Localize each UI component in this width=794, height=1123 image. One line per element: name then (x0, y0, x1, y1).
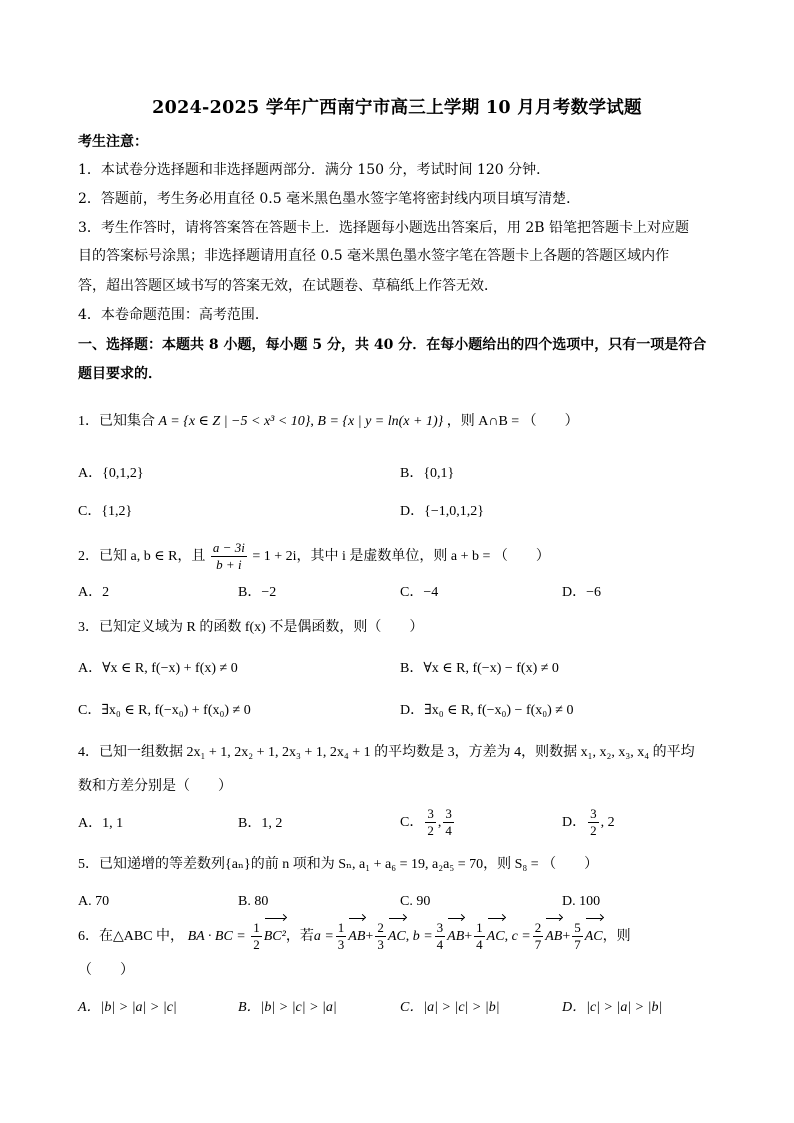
exam-title: 2024-2025 学年广西南宁市高三上学期 10 月月考数学试题 (152, 98, 642, 118)
question-2-option-d: D．−6 (562, 585, 602, 600)
question-2-option-b: B．−2 (238, 585, 277, 600)
question-6-option-c: C．|a| > |c| > |b| (400, 1000, 500, 1015)
frac-denominator: 3 (377, 937, 384, 953)
frac-numerator: 1 (476, 920, 483, 936)
frac-numerator: 3 (436, 920, 444, 936)
question-1-option-c: C．{1,2} (78, 504, 133, 519)
frac-numerator: 3 (427, 806, 434, 822)
question-6-mid: ，若 (285, 929, 314, 944)
question-6-paren: （ ） (78, 963, 134, 978)
frac-numerator: 2 (377, 920, 384, 936)
section-1-heading: 一、选择题：本题共 8 小题，每小题 5 分，共 40 分．在每小题给出的四个选项中，只有一项是符合 (78, 337, 707, 353)
notice-heading: 考生注意： (78, 134, 148, 150)
question-5-stem: 5．已知递增的等差数列{aₙ}的前 n 项和为 Sₙ, a₁ + a₆ = 19, a₂a₅ = 70，则 S₈ = （ ） (78, 857, 599, 872)
notice-item-4: 4．本卷命题范围：高考范围． (78, 307, 269, 323)
question-1-suffix: ，则 A∩B = （ ） (446, 414, 579, 429)
question-2-fraction (211, 540, 247, 573)
question-6-tail: ，则 (602, 929, 631, 944)
frac-denominator: 3 (337, 937, 345, 953)
notice-item-3: 3．考生作答时，请将答案答在答题卡上．选择题每小题选出答案后，用 2B 铅笔把答题卡上对应题 (78, 220, 690, 236)
question-4-option-c-label: C． (400, 815, 424, 830)
question-4-option-c-frac-2 (443, 806, 454, 839)
question-4-stem: 4．已知一组数据 2x₁ + 1, 2x₂ + 1, 2x₃ + 1, 2x₄ + 1 的平均数是 3，方差为 4，则数据 x₁, x₂, x₃, x₄ 的平均 (78, 745, 695, 760)
question-1-set-b: B = {x | y = ln(x + 1)} (317, 414, 444, 429)
notice-item-3-cont: 目的答案标号涂黑；非选择题请用直径 0.5 毫米黑色墨水签字笔在答题卡上各题的答题区域内作 (78, 248, 670, 264)
question-4-stem-cont: 数和方差分别是（ ） (78, 779, 232, 794)
question-2-option-a: A．2 (78, 585, 110, 600)
question-1-set-a: A = {x ∈ Z | −5 < x³ < 10} (158, 414, 311, 429)
notice-item-3-cont2: 答，超出答题区域书写的答案无效，在试题卷、草稿纸上作答无效． (78, 278, 498, 294)
notice-item-1: 1．本试卷分选择题和非选择题两部分．满分 150 分，考试时间 120 分钟． (78, 162, 551, 178)
frac-denominator: 2 (253, 937, 260, 953)
question-6-condition-frac (251, 920, 262, 953)
frac-denominator: 4 (445, 823, 452, 839)
frac-denominator: 2 (427, 823, 434, 839)
question-4-option-d-label: D． (562, 815, 587, 830)
question-5-option-a: A. 70 (78, 894, 110, 909)
question-4-option-d-frac (588, 806, 599, 839)
vector: AC (585, 920, 603, 954)
frac-numerator: 5 (574, 920, 581, 936)
question-6-c-expr: c = (511, 929, 531, 944)
vector: AB (545, 920, 562, 954)
frac-denominator: 4 (436, 937, 444, 953)
question-4-option-c (400, 806, 456, 840)
question-4-option-d (562, 806, 615, 840)
frac-numerator: 1 (253, 920, 260, 936)
frac-denominator: 7 (534, 937, 542, 953)
question-4-option-b: B．1, 2 (238, 816, 283, 831)
question-6-b-expr: b = (412, 929, 433, 944)
vector: AC (487, 920, 505, 954)
frac (375, 920, 386, 953)
notice-item-2: 2．答题前，考生务必用直径 0.5 毫米黑色墨水签字笔将密封线内项目填写清楚． (78, 191, 581, 207)
question-1-option-b: B．{0,1} (400, 466, 455, 481)
frac (572, 920, 583, 953)
frac (336, 920, 347, 953)
question-5-option-d: D. 100 (562, 894, 601, 909)
question-3-option-d: D．∃x₀ ∈ R, f(−x₀) − f(x₀) ≠ 0 (400, 703, 574, 718)
question-3-option-c: C．∃x₀ ∈ R, f(−x₀) + f(x₀) ≠ 0 (78, 703, 251, 718)
frac-numerator: 1 (337, 920, 345, 936)
question-5-option-b: B. 80 (238, 894, 269, 909)
section-1-heading-cont: 题目要求的． (78, 366, 162, 382)
question-6-option-d: D．|c| > |a| > |b| (562, 1000, 663, 1015)
question-6-prefix: 6．在△ABC 中， (78, 929, 185, 944)
frac-denominator: 7 (574, 937, 581, 953)
question-3-option-a: A．∀x ∈ R, f(−x) + f(x) ≠ 0 (78, 661, 238, 676)
frac-denominator: 2 (590, 823, 597, 839)
frac (474, 920, 485, 953)
frac (533, 920, 544, 953)
option-tail: , 2 (600, 815, 615, 830)
question-3-option-b: B．∀x ∈ R, f(−x) − f(x) ≠ 0 (400, 661, 559, 676)
question-2-prefix: 2．已知 a, b ∈ R，且 (78, 549, 206, 564)
frac-numerator: 3 (445, 806, 452, 822)
question-4-option-c-frac-1 (425, 806, 436, 839)
vector: AC (388, 920, 406, 954)
question-3-stem: 3．已知定义域为 R 的函数 f(x) 不是偶函数，则（ ） (78, 620, 424, 635)
frac (435, 920, 446, 953)
question-2-suffix: = 1 + 2i，其中 i 是虚数单位，则 a + b = （ ） (252, 549, 550, 564)
question-1-option-a: A．{0,1,2} (78, 466, 144, 481)
question-1-option-d: D．{−1,0,1,2} (400, 504, 484, 519)
question-2-fraction-numerator: a − 3i (212, 540, 245, 556)
vector: AB (348, 920, 365, 954)
question-6-option-a: A．|b| > |a| > |c| (78, 1000, 177, 1015)
question-2-stem (78, 540, 724, 574)
question-6-option-b: B．|b| > |c| > |a| (238, 1000, 337, 1015)
question-2-fraction-denominator: b + i (216, 557, 242, 573)
question-5-option-c: C. 90 (400, 894, 431, 909)
question-1-stem: 1．已知集合 A = {x ∈ Z | −5 < x³ < 10}, B = {x | y = ln(x + 1)} ，则 A∩B = （ ） (78, 414, 579, 429)
question-6-condition-left: BA · BC = (187, 929, 246, 944)
separator: , (437, 815, 442, 830)
question-6-a-expr: a = (313, 929, 334, 944)
question-1-prefix: 1．已知集合 (78, 414, 155, 429)
frac-numerator: 2 (534, 920, 542, 936)
frac-denominator: 4 (476, 937, 483, 953)
question-6-condition-right: BC² (264, 920, 286, 954)
frac-numerator: 3 (590, 806, 597, 822)
vector: AB (447, 920, 464, 954)
question-4-option-a: A．1, 1 (78, 816, 124, 831)
question-6-stem: 6．在△ABC 中， BA · BC = $\frac{1}{2}$ BC²，若a = $\frac{1}{3}$ AB+ $\frac{2}{3}$ AC, b = $\frac{3}{4}$ AB+ $\frac{1}{4}$ AC, c = $\frac{2}{7}$ AB+ $\frac{5}{7}$ AC，则 (78, 920, 631, 953)
question-2-option-c: C．−4 (400, 585, 439, 600)
